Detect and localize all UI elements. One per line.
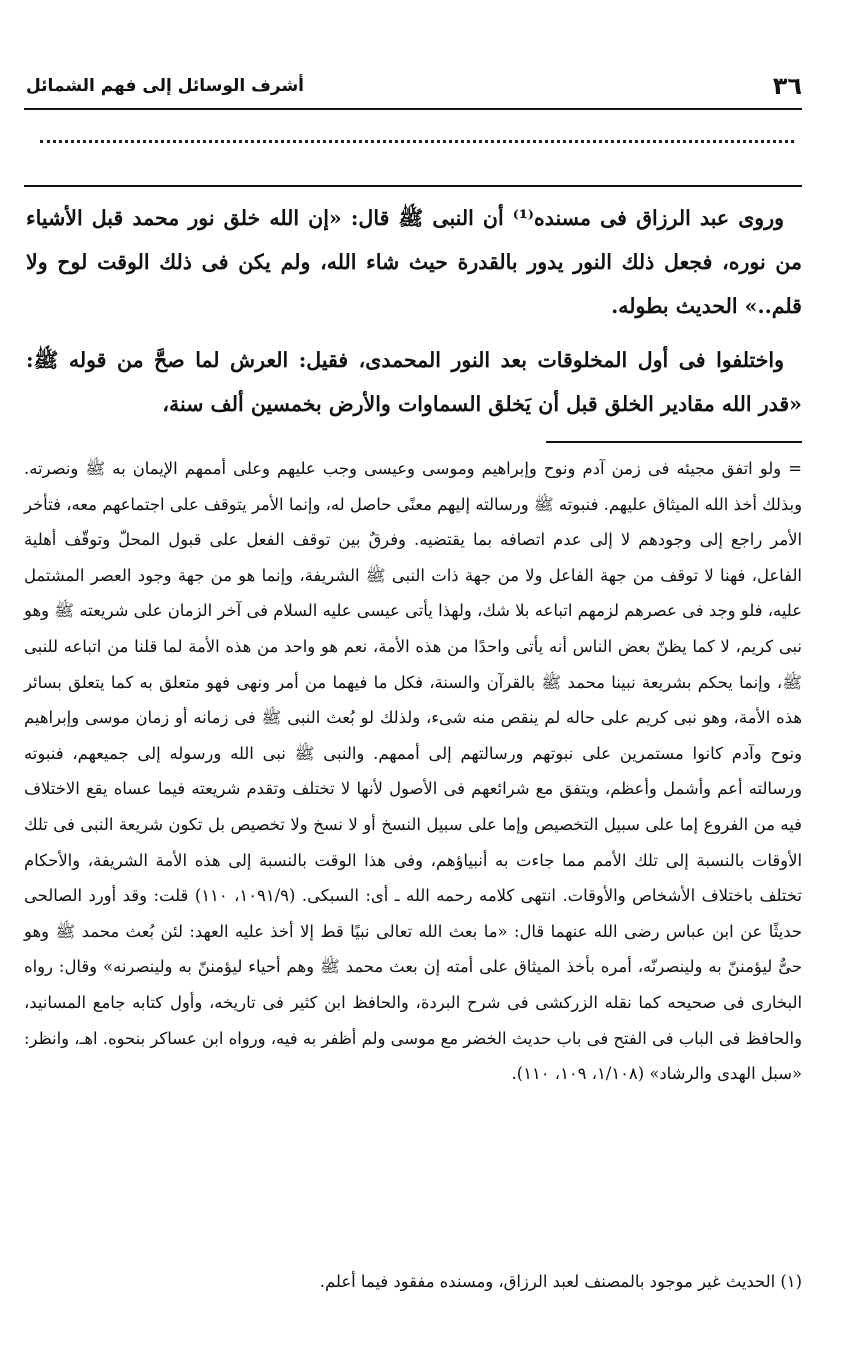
- section-rule: [24, 185, 802, 187]
- running-title: أشرف الوسائل إلى فهم الشمائل: [26, 76, 305, 96]
- footnote-separator: [546, 441, 802, 443]
- main-text: [26, 196, 802, 436]
- header-rule: [24, 108, 802, 110]
- page-header: [26, 66, 802, 106]
- main-paragraph: واختلفوا فى أول المخلوقات بعد النور المحمدى، فقيل: العرش لما صحَّ من قوله ﷺ: «قدر الله مقادير الخلق قبل أن يَخلق السماوات والأرض بخمسين ألف سنة،: [26, 348, 802, 416]
- footnote-continuation: = ولو اتفق مجيئه فى زمن آدم ونوح وإبراهيم وموسى وعيسى وجب عليهم وعلى أممهم الإيمان به ﷺ ونصرته. وبذلك أخذ الله الميثاق عليهم. فنبوته ﷺ ورسالته إليهم معنًى حاصل له، وإنما الأمر يتوقف على اجتماعهم معه، فتأخر الأمر راجع إلى وجودهم لا إلى عدم اتصافه بما يقتضيه. وفرقٌ بين توقف الفعل على قبول المحلّ وتوقّف أهلية الفاعل، فهنا لا توقف من جهة الفاعل ولا من جهة ذات النبى ﷺ الشريفة، وإنما هو من جهة وجود العصر المشتمل عليه، فلو وجد فى عصرهم لزمهم اتباعه بلا شك، ولهذا يأتى عيسى عليه السلام فى آخر الزمان على شريعته ﷺ وهو نبى كريم، لا كما يظنّ بعض الناس أنه يأتى واحدًا من هذه الأمة، نعم هو واحد من هذه الأمة لما قلنا من اتباعه للنبى ﷺ، وإنما يحكم بشريعة نبينا محمد ﷺ بالقرآن والسنة، فكل ما فيهما من أمر ونهى فهو متعلق به كما يتعلق بسائر هذه الأمة، وهو نبى كريم على حاله لم ينقص منه شىء، ولذلك لو بُعث النبى ﷺ فى زمانه أو زمان موسى وإبراهيم ونوح وآدم كانوا مستمرين على نبوتهم ورسالتهم إلى أممهم. والنبى ﷺ نبى الله ورسوله إلى جميعهم، فنبوته ورسالته أعم وأشمل وأعظم، ويتفق مع شرائعهم فى الأصول لأنها لا تختلف وتقدم شريعته فيما عساه يقع الاختلاف فيه من الفروع إما على سبيل التخصيص وإما على سبيل النسخ أو لا نسخ ولا تخصيص بل تكون شريعة النبى فى تلك الأوقات بالنسبة إلى تلك الأمم مما جاءت به أنبياؤهم، وفى هذا الوقت بالنسبة إلى هذه الأمة الشريفة، والأحكام تختلف باختلاف الأشخاص والأوقات. انتهى كلامه رحمه الله ـ أى: السبكى. (١/٩‏١٠٩، ١١٠) قلت: وقد أورد الصالحى حديثًا عن ابن عباس رضى الله عنهما قال: «ما بعث الله تعالى نبيًا قط إلا أخذ عليه العهد: لئن بُعث محمد ﷺ وهو حىٌّ ليؤمننّ به ولينصرنّه، أمره بأخذ الميثاق على أمته إن بعث محمد ﷺ وهم أحياء ليؤمننّ به ولينصرنه» وقال: رواه البخارى فى صحيحه كما نقله الزركشى فى شرح البردة، والحافظ ابن كثير فى تاريخه، وأول كتابه جامع المسانيد، والحافظ فى الباب فى الفتح فى باب حديث الخضر مع موسى ولم أظفر به فيه، ورواه ابن عساكر بنحوه. اهـ، وانظر: «سبل الهدى والرشاد» (١/١٠٨، ١٠٩، ١١٠).: [24, 459, 802, 1084]
- footnote-1: (١) الحديث غير موجود بالمصنف لعبد الرزاق، ومسنده مفقود فيما أعلم.: [319, 1272, 802, 1291]
- footnotes: [24, 451, 802, 1092]
- ellipsis-dots-divider: [40, 140, 794, 157]
- main-paragraph: وروى عبد الرزاق فى مسنده⁽¹⁾ أن النبى ﷺ قال: «إن الله خلق نور محمد قبل الأشياء من نوره، فجعل ذلك النور يدور بالقدرة حيث شاء الله، ولم يكن فى ذلك الوقت لوح ولا قلم..» الحديث بطوله.: [26, 206, 802, 318]
- page-number: ٣٦: [772, 72, 802, 100]
